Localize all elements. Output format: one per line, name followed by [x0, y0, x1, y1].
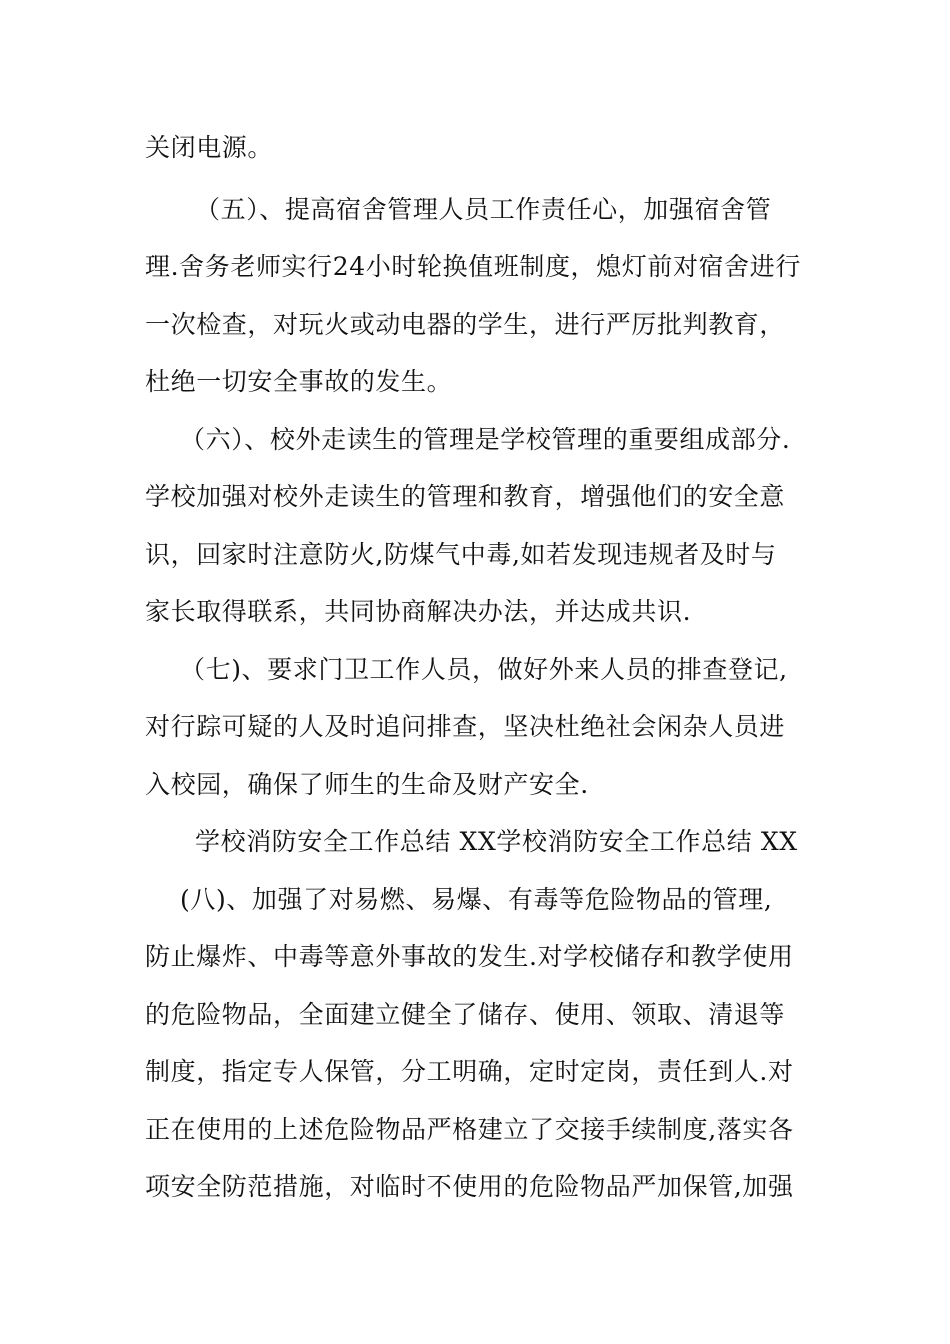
text-line: （六）、校外走读生的管理是学校管理的重要组成部分.: [180, 425, 791, 454]
text-line: 理.舍务老师实行24小时轮换值班制度，熄灯前对宿舍进行: [145, 252, 801, 281]
text-line: 对行踪可疑的人及时追问排查，坚决杜绝社会闲杂人员进: [145, 712, 786, 741]
text-line: (八)、加强了对易燃、易爆、有毒等危险物品的管理,: [180, 885, 773, 914]
text-line: 的危险物品，全面建立健全了储存、使用、领取、清退等: [145, 1000, 786, 1029]
text-line: 防止爆炸、中毒等意外事故的发生.对学校储存和教学使用: [145, 942, 794, 971]
section-title: 学校消防安全工作总结 XX学校消防安全工作总结 XX: [195, 827, 798, 856]
text-line: （七)、要求门卫工作人员，做好外来人员的排查登记,: [180, 655, 788, 684]
text-line: 正在使用的上述危险物品严格建立了交接手续制度,落实各: [145, 1115, 794, 1144]
text-line: 入校园，确保了师生的生命及财产安全.: [145, 770, 589, 799]
text-line: 一次检查，对玩火或动电器的学生，进行严厉批判教育，: [145, 310, 786, 339]
text-line: 制度，指定专人保管，分工明确，定时定岗，责任到人.对: [145, 1057, 794, 1086]
text-line: 识，回家时注意防火,防煤气中毒,如若发现违规者及时与: [145, 540, 777, 569]
text-line: 杜绝一切安全事故的发生。: [145, 367, 453, 396]
text-line: 项安全防范措施，对临时不使用的危险物品严加保管,加强: [145, 1172, 794, 1201]
text-line: 学校加强对校外走读生的管理和教育，增强他们的安全意: [145, 482, 786, 511]
text-line: （五）、提高宿舍管理人员工作责任心，加强宿舍管: [195, 195, 772, 224]
text-line: 家长取得联系，共同协商解决办法，并达成共识.: [145, 597, 692, 626]
text-line: 关闭电源。: [145, 133, 274, 162]
